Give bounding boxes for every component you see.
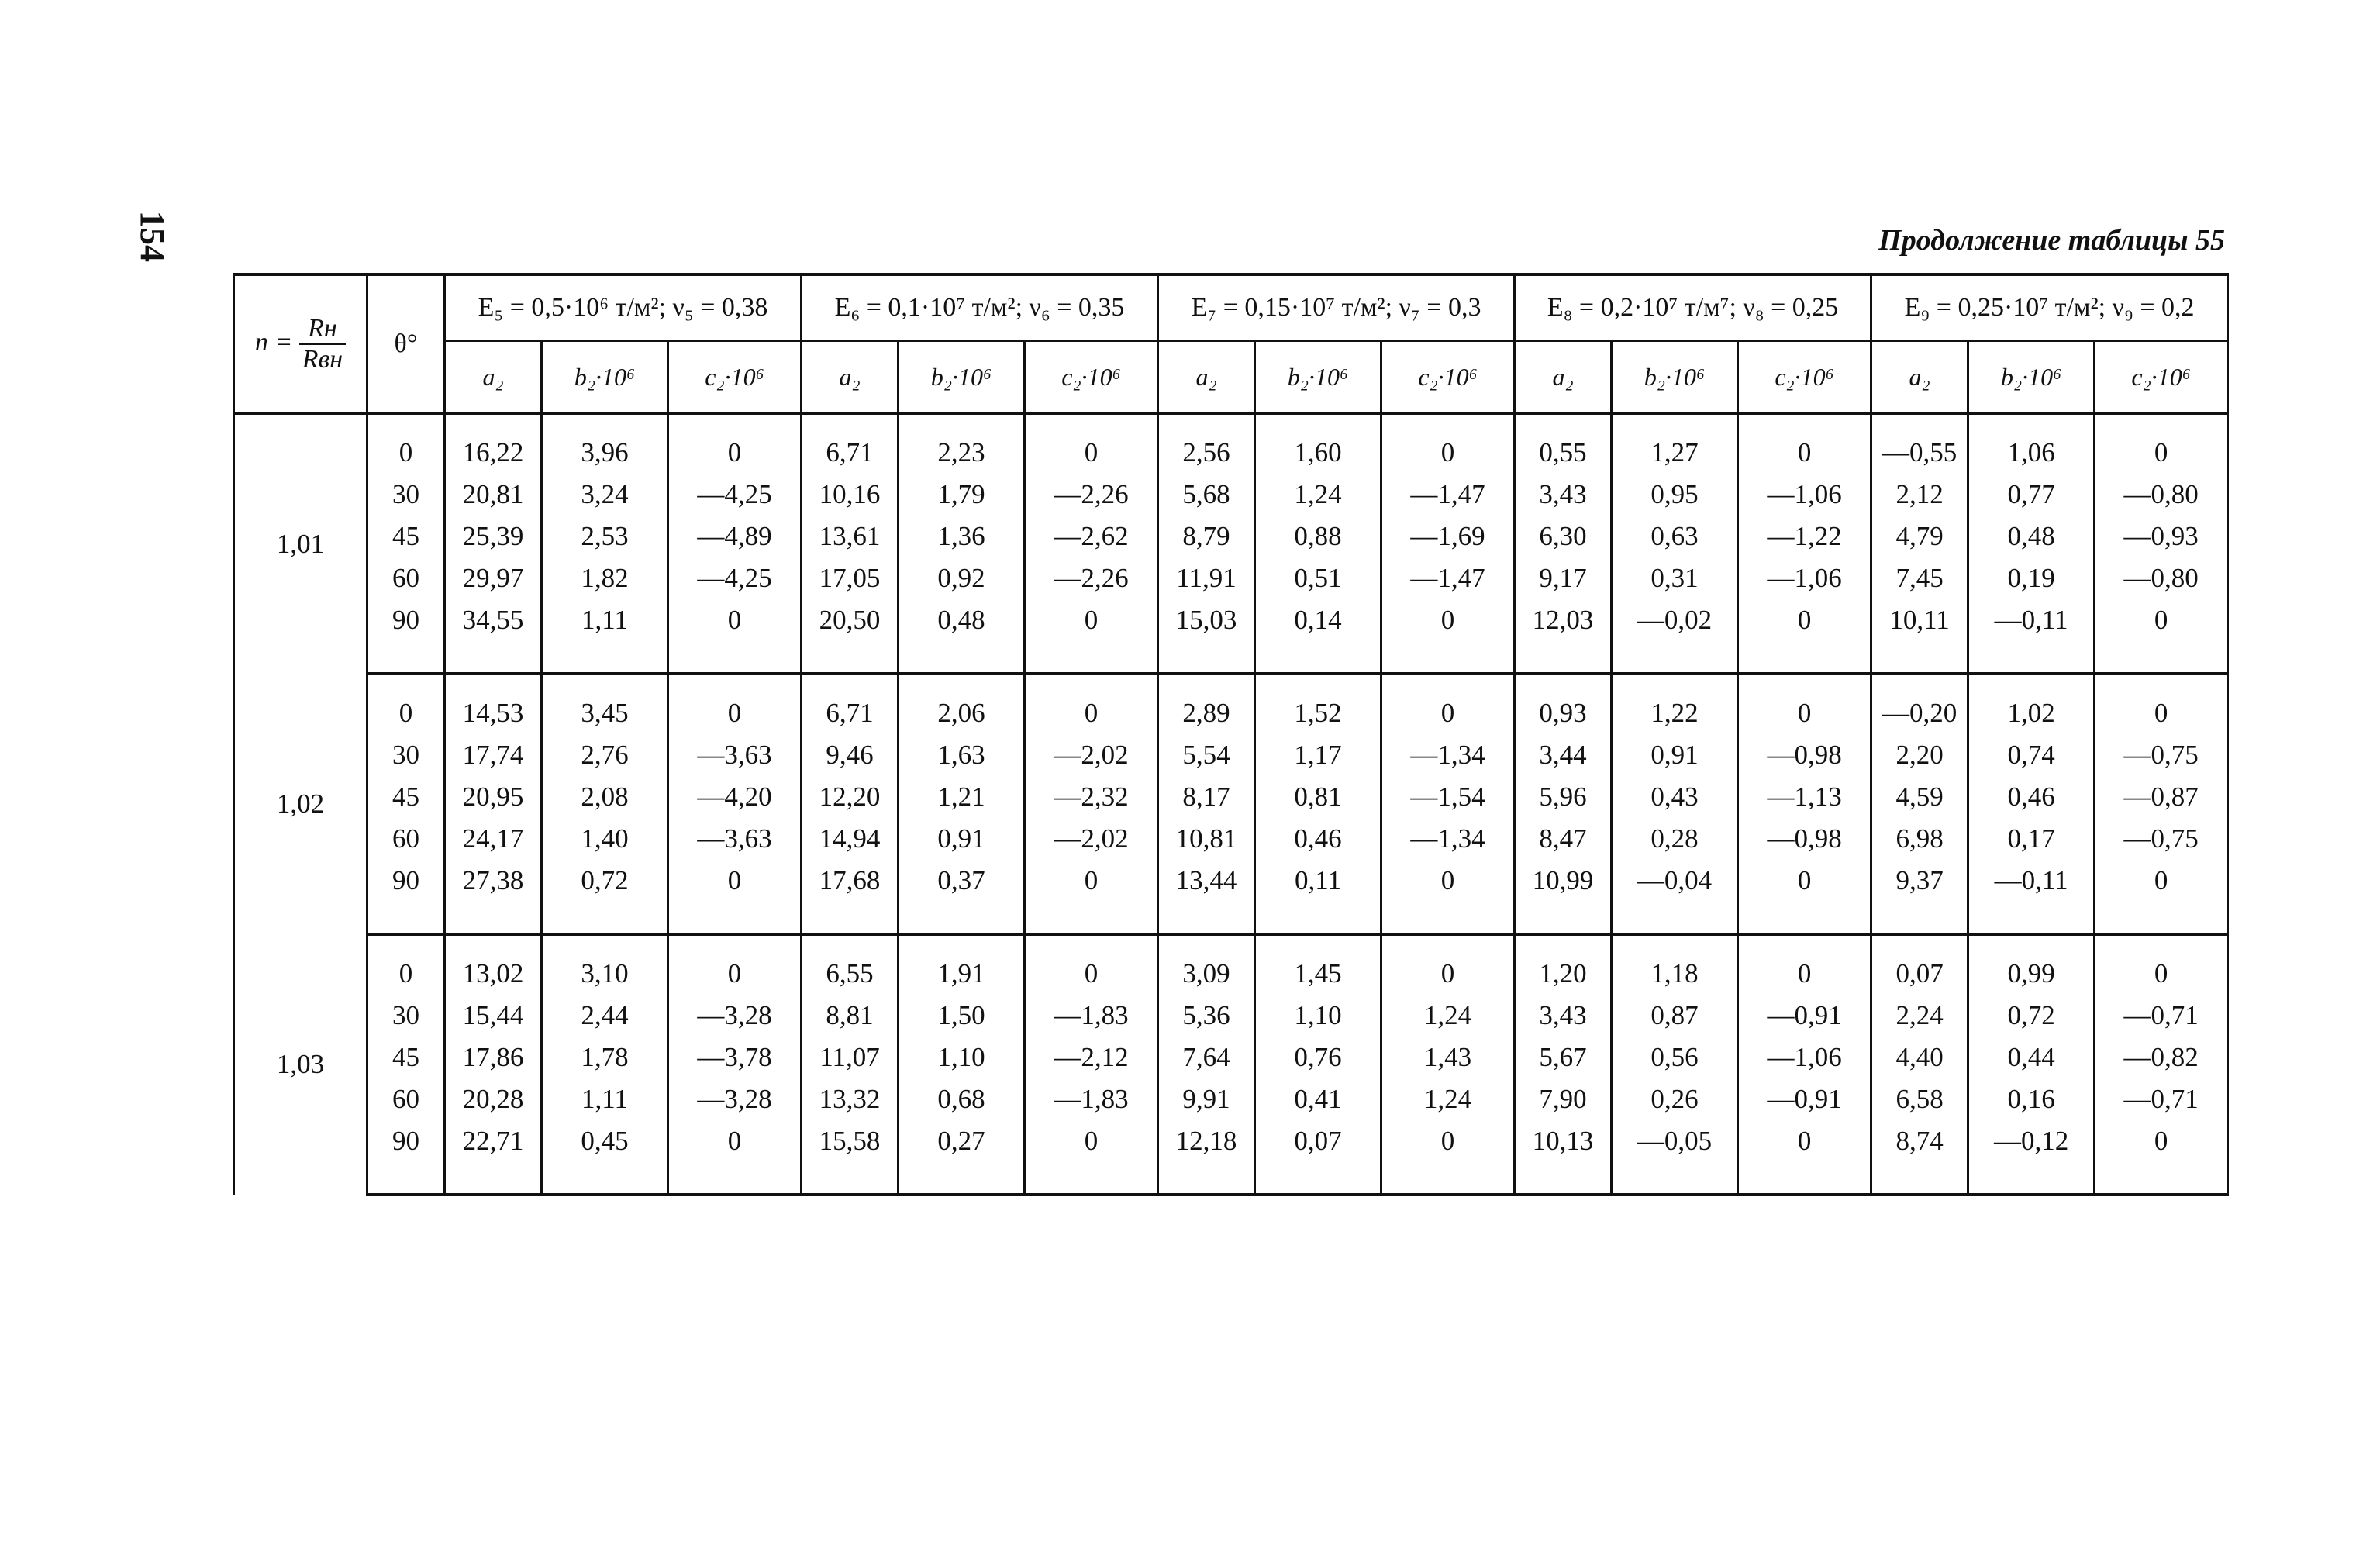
cell-b2: 1,60 [1255, 432, 1381, 474]
table-row [234, 557, 2228, 599]
cell-a2: 3,43 [1515, 474, 1612, 516]
cell-c2: —0,75 [2095, 818, 2228, 860]
cell-a2: 6,98 [1871, 818, 1968, 860]
table-row [234, 953, 2228, 995]
cell-theta: 60 [367, 557, 445, 599]
cell-c2: —3,28 [668, 1078, 802, 1120]
cell-b2: 2,23 [899, 432, 1025, 474]
cell-b2: 0,72 [542, 860, 668, 902]
cell-theta: 45 [367, 516, 445, 557]
cell-a2: 29,97 [445, 557, 542, 599]
cell-b2: 0,88 [1255, 516, 1381, 557]
cell-c2: —1,22 [1738, 516, 1871, 557]
cell-c2: —0,87 [2095, 776, 2228, 818]
cell-c2: 0 [2095, 953, 2228, 995]
table-continuation-caption: Продолжение таблицы 55 [1878, 224, 2225, 257]
cell-a2: 0,07 [1871, 953, 1968, 995]
cell-b2: 1,79 [899, 474, 1025, 516]
cell-b2: 0,81 [1255, 776, 1381, 818]
cell-b2: 0,46 [1255, 818, 1381, 860]
cell-c2: 0 [1738, 692, 1871, 734]
cell-a2: 27,38 [445, 860, 542, 902]
cell-theta: 60 [367, 1078, 445, 1120]
table-row [234, 860, 2228, 902]
cell-b2: 0,63 [1612, 516, 1738, 557]
cell-b2: 0,51 [1255, 557, 1381, 599]
cell-a2: 15,44 [445, 995, 542, 1037]
cell-a2: 20,95 [445, 776, 542, 818]
cell-c2: 0 [1738, 432, 1871, 474]
cell-b2: 1,36 [899, 516, 1025, 557]
cell-c2: —0,75 [2095, 734, 2228, 776]
cell-a2: 2,20 [1871, 734, 1968, 776]
n-numerator: Rн [299, 314, 346, 345]
cell-b2: 1,02 [1968, 692, 2095, 734]
cell-b2: 0,92 [899, 557, 1025, 599]
cell-b2: 0,95 [1612, 474, 1738, 516]
cell-a2: 3,44 [1515, 734, 1612, 776]
cell-c2: —3,63 [668, 734, 802, 776]
cell-c2: 0 [2095, 432, 2228, 474]
table-block [234, 674, 2228, 934]
cell-c2: 1,24 [1381, 995, 1515, 1037]
cell-b2: 1,82 [542, 557, 668, 599]
cell-theta: 90 [367, 599, 445, 641]
cell-b2: 2,76 [542, 734, 668, 776]
cell-c2: 0 [1738, 1120, 1871, 1162]
cell-b2: 0,68 [899, 1078, 1025, 1120]
cell-c2: —1,13 [1738, 776, 1871, 818]
cell-theta: 45 [367, 776, 445, 818]
cell-a2: 0,55 [1515, 432, 1612, 474]
cell-b2: 1,40 [542, 818, 668, 860]
n-label: n = [254, 327, 293, 357]
group-header-1: E₅ = 0,5·10⁶ т/м²; ν₅ = 0,38 [445, 274, 802, 341]
cell-a2: 10,11 [1871, 599, 1968, 641]
cell-c2: 0 [1381, 1120, 1515, 1162]
cell-c2: 0 [668, 599, 802, 641]
cell-a2: 20,81 [445, 474, 542, 516]
sub-header-a2: a₂ [1871, 341, 1968, 414]
cell-c2: —2,62 [1025, 516, 1158, 557]
cell-a2: 0,93 [1515, 692, 1612, 734]
cell-c2: —1,34 [1381, 734, 1515, 776]
cell-b2: 0,46 [1968, 776, 2095, 818]
sub-header-c2: c₂·10⁶ [668, 341, 802, 414]
cell-theta: 0 [367, 953, 445, 995]
cell-b2: 3,24 [542, 474, 668, 516]
cell-c2: —0,93 [2095, 516, 2228, 557]
cell-c2: —0,80 [2095, 557, 2228, 599]
cell-a2: 12,18 [1158, 1120, 1255, 1162]
cell-c2: —0,98 [1738, 818, 1871, 860]
cell-a2: 3,43 [1515, 995, 1612, 1037]
cell-c2: 0 [1025, 599, 1158, 641]
cell-a2: —0,20 [1871, 692, 1968, 734]
sub-header-b2: b₂·10⁶ [1612, 341, 1738, 414]
cell-a2: 24,17 [445, 818, 542, 860]
cell-b2: 1,11 [542, 1078, 668, 1120]
cell-b2: 1,78 [542, 1037, 668, 1078]
cell-b2: 1,18 [1612, 953, 1738, 995]
cell-a2: 2,12 [1871, 474, 1968, 516]
sub-header-c2: c₂·10⁶ [1381, 341, 1515, 414]
cell-a2: 13,02 [445, 953, 542, 995]
cell-b2: 2,08 [542, 776, 668, 818]
cell-a2: 9,46 [802, 734, 899, 776]
cell-c2: —3,78 [668, 1037, 802, 1078]
cell-b2: —0,05 [1612, 1120, 1738, 1162]
cell-c2: —1,47 [1381, 474, 1515, 516]
cell-b2: 0,17 [1968, 818, 2095, 860]
cell-c2: —0,71 [2095, 1078, 2228, 1120]
cell-theta: 30 [367, 474, 445, 516]
table-row [234, 474, 2228, 516]
cell-b2: 3,96 [542, 432, 668, 474]
cell-c2: —0,71 [2095, 995, 2228, 1037]
cell-c2: —4,25 [668, 474, 802, 516]
cell-a2: 11,91 [1158, 557, 1255, 599]
cell-a2: 1,20 [1515, 953, 1612, 995]
cell-b2: 0,26 [1612, 1078, 1738, 1120]
cell-a2: 12,03 [1515, 599, 1612, 641]
n-value: 1,02 [234, 674, 367, 934]
cell-c2: —3,63 [668, 818, 802, 860]
cell-b2: 0,76 [1255, 1037, 1381, 1078]
cell-b2: 0,19 [1968, 557, 2095, 599]
table-block [234, 413, 2228, 674]
cell-a2: 2,89 [1158, 692, 1255, 734]
cell-a2: 4,79 [1871, 516, 1968, 557]
cell-a2: 2,24 [1871, 995, 1968, 1037]
cell-a2: 12,20 [802, 776, 899, 818]
cell-theta: 30 [367, 995, 445, 1037]
cell-a2: 20,28 [445, 1078, 542, 1120]
cell-c2: 0 [668, 692, 802, 734]
cell-b2: 1,06 [1968, 432, 2095, 474]
cell-c2: 0 [1381, 953, 1515, 995]
cell-c2: 0 [668, 860, 802, 902]
group-header-3: E₇ = 0,15·10⁷ т/м²; ν₇ = 0,3 [1158, 274, 1515, 341]
theta-header: θ° [367, 274, 445, 413]
table-row [234, 1078, 2228, 1120]
sub-header-c2: c₂·10⁶ [1025, 341, 1158, 414]
cell-b2: 1,27 [1612, 432, 1738, 474]
cell-a2: 8,74 [1871, 1120, 1968, 1162]
n-denominator: Rвн [302, 344, 343, 374]
cell-b2: 0,91 [899, 818, 1025, 860]
cell-c2: —0,91 [1738, 995, 1871, 1037]
n-value: 1,01 [234, 413, 367, 674]
cell-b2: 0,72 [1968, 995, 2095, 1037]
cell-b2: 0,56 [1612, 1037, 1738, 1078]
cell-b2: 1,91 [899, 953, 1025, 995]
cell-b2: —0,11 [1968, 860, 2095, 902]
cell-a2: 4,59 [1871, 776, 1968, 818]
cell-a2: 11,07 [802, 1037, 899, 1078]
cell-a2: 17,68 [802, 860, 899, 902]
cell-b2: 0,14 [1255, 599, 1381, 641]
cell-c2: —1,69 [1381, 516, 1515, 557]
sub-header-a2: a₂ [445, 341, 542, 414]
cell-c2: 0 [1738, 953, 1871, 995]
cell-b2: 3,10 [542, 953, 668, 995]
sub-header-b2: b₂·10⁶ [542, 341, 668, 414]
cell-b2: 0,43 [1612, 776, 1738, 818]
cell-b2: 1,22 [1612, 692, 1738, 734]
cell-c2: —1,34 [1381, 818, 1515, 860]
cell-b2: 1,11 [542, 599, 668, 641]
cell-theta: 90 [367, 1120, 445, 1162]
cell-a2: 8,47 [1515, 818, 1612, 860]
cell-a2: 3,09 [1158, 953, 1255, 995]
cell-b2: 1,21 [899, 776, 1025, 818]
cell-c2: 0 [1025, 860, 1158, 902]
cell-c2: —2,02 [1025, 818, 1158, 860]
cell-c2: —4,25 [668, 557, 802, 599]
cell-c2: 0 [2095, 692, 2228, 734]
cell-a2: 5,36 [1158, 995, 1255, 1037]
cell-a2: 8,81 [802, 995, 899, 1037]
cell-b2: 0,91 [1612, 734, 1738, 776]
cell-c2: 1,43 [1381, 1037, 1515, 1078]
sub-header-a2: a₂ [1158, 341, 1255, 414]
table-row [234, 776, 2228, 818]
cell-a2: 14,94 [802, 818, 899, 860]
cell-a2: 9,17 [1515, 557, 1612, 599]
cell-a2: 6,71 [802, 432, 899, 474]
cell-a2: 9,37 [1871, 860, 1968, 902]
cell-b2: 1,24 [1255, 474, 1381, 516]
cell-b2: 0,99 [1968, 953, 2095, 995]
cell-b2: 2,44 [542, 995, 668, 1037]
cell-c2: —2,12 [1025, 1037, 1158, 1078]
cell-a2: 7,90 [1515, 1078, 1612, 1120]
cell-c2: —0,80 [2095, 474, 2228, 516]
cell-a2: 6,58 [1871, 1078, 1968, 1120]
cell-a2: 8,17 [1158, 776, 1255, 818]
cell-b2: 0,07 [1255, 1120, 1381, 1162]
cell-b2: 0,44 [1968, 1037, 2095, 1078]
cell-theta: 60 [367, 818, 445, 860]
cell-b2: 0,11 [1255, 860, 1381, 902]
cell-a2: —0,55 [1871, 432, 1968, 474]
cell-b2: 0,48 [1968, 516, 2095, 557]
cell-a2: 13,32 [802, 1078, 899, 1120]
sub-header-b2: b₂·10⁶ [1255, 341, 1381, 414]
data-table [233, 273, 2229, 1196]
cell-a2: 10,99 [1515, 860, 1612, 902]
table-row [234, 995, 2228, 1037]
cell-c2: —0,82 [2095, 1037, 2228, 1078]
cell-b2: 0,41 [1255, 1078, 1381, 1120]
table-header [234, 274, 2228, 413]
cell-c2: —3,28 [668, 995, 802, 1037]
cell-a2: 2,56 [1158, 432, 1255, 474]
cell-c2: —0,91 [1738, 1078, 1871, 1120]
n-value: 1,03 [234, 934, 367, 1195]
cell-b2: 0,77 [1968, 474, 2095, 516]
cell-a2: 20,50 [802, 599, 899, 641]
cell-theta: 90 [367, 860, 445, 902]
cell-c2: 0 [1381, 860, 1515, 902]
cell-a2: 5,96 [1515, 776, 1612, 818]
cell-c2: 1,24 [1381, 1078, 1515, 1120]
cell-c2: —2,02 [1025, 734, 1158, 776]
cell-a2: 14,53 [445, 692, 542, 734]
cell-c2: 0 [668, 953, 802, 995]
cell-a2: 34,55 [445, 599, 542, 641]
table-row [234, 516, 2228, 557]
n-fraction [299, 314, 346, 374]
cell-b2: 1,10 [1255, 995, 1381, 1037]
cell-a2: 7,64 [1158, 1037, 1255, 1078]
group-header-5: E₉ = 0,25·10⁷ т/м²; ν₉ = 0,2 [1871, 274, 2228, 341]
cell-a2: 15,58 [802, 1120, 899, 1162]
cell-a2: 17,74 [445, 734, 542, 776]
cell-c2: —4,20 [668, 776, 802, 818]
cell-c2: 0 [668, 432, 802, 474]
cell-c2: 0 [1738, 860, 1871, 902]
cell-b2: —0,02 [1612, 599, 1738, 641]
sub-header-a2: a₂ [1515, 341, 1612, 414]
cell-a2: 6,71 [802, 692, 899, 734]
table-row [234, 1120, 2228, 1162]
cell-c2: 0 [1381, 432, 1515, 474]
cell-c2: —1,06 [1738, 557, 1871, 599]
cell-b2: 3,45 [542, 692, 668, 734]
cell-b2: 0,16 [1968, 1078, 2095, 1120]
cell-a2: 13,44 [1158, 860, 1255, 902]
cell-c2: 0 [2095, 599, 2228, 641]
cell-b2: 1,17 [1255, 734, 1381, 776]
cell-c2: 0 [2095, 860, 2228, 902]
sub-header-a2: a₂ [802, 341, 899, 414]
cell-b2: 0,74 [1968, 734, 2095, 776]
cell-a2: 17,86 [445, 1037, 542, 1078]
cell-theta: 0 [367, 692, 445, 734]
cell-a2: 10,81 [1158, 818, 1255, 860]
table-row [234, 599, 2228, 641]
cell-c2: —1,83 [1025, 1078, 1158, 1120]
cell-a2: 5,67 [1515, 1037, 1612, 1078]
cell-b2: 2,06 [899, 692, 1025, 734]
cell-b2: 0,27 [899, 1120, 1025, 1162]
cell-b2: —0,12 [1968, 1120, 2095, 1162]
cell-c2: —2,32 [1025, 776, 1158, 818]
cell-b2: —0,04 [1612, 860, 1738, 902]
cell-b2: 0,45 [542, 1120, 668, 1162]
cell-a2: 10,16 [802, 474, 899, 516]
cell-a2: 22,71 [445, 1120, 542, 1162]
cell-b2: 2,53 [542, 516, 668, 557]
cell-c2: —1,06 [1738, 1037, 1871, 1078]
cell-c2: 0 [1025, 432, 1158, 474]
cell-b2: 1,10 [899, 1037, 1025, 1078]
cell-c2: —1,47 [1381, 557, 1515, 599]
cell-a2: 7,45 [1871, 557, 1968, 599]
table-row [234, 818, 2228, 860]
cell-c2: 0 [1381, 692, 1515, 734]
cell-c2: 0 [1738, 599, 1871, 641]
cell-a2: 6,55 [802, 953, 899, 995]
cell-b2: 0,31 [1612, 557, 1738, 599]
n-ratio-header [234, 274, 367, 413]
cell-a2: 15,03 [1158, 599, 1255, 641]
table-row [234, 432, 2228, 474]
cell-theta: 30 [367, 734, 445, 776]
group-header-4: E₈ = 0,2·10⁷ т/м⁷; ν₈ = 0,25 [1515, 274, 1871, 341]
sub-header-c2: c₂·10⁶ [2095, 341, 2228, 414]
cell-b2: 1,52 [1255, 692, 1381, 734]
cell-theta: 0 [367, 432, 445, 474]
cell-c2: —2,26 [1025, 474, 1158, 516]
table-row [234, 692, 2228, 734]
cell-a2: 16,22 [445, 432, 542, 474]
cell-b2: 1,50 [899, 995, 1025, 1037]
sub-header-c2: c₂·10⁶ [1738, 341, 1871, 414]
cell-b2: 0,48 [899, 599, 1025, 641]
table-block [234, 934, 2228, 1195]
sub-header-b2: b₂·10⁶ [899, 341, 1025, 414]
cell-c2: 0 [2095, 1120, 2228, 1162]
cell-a2: 5,68 [1158, 474, 1255, 516]
cell-c2: —1,83 [1025, 995, 1158, 1037]
cell-a2: 8,79 [1158, 516, 1255, 557]
cell-c2: 0 [1381, 599, 1515, 641]
cell-c2: —0,98 [1738, 734, 1871, 776]
cell-b2: 0,28 [1612, 818, 1738, 860]
cell-a2: 25,39 [445, 516, 542, 557]
cell-theta: 45 [367, 1037, 445, 1078]
cell-c2: —1,54 [1381, 776, 1515, 818]
group-header-2: E₆ = 0,1·10⁷ т/м²; ν₆ = 0,35 [802, 274, 1158, 341]
cell-b2: 0,87 [1612, 995, 1738, 1037]
cell-c2: 0 [668, 1120, 802, 1162]
cell-c2: —2,26 [1025, 557, 1158, 599]
page-number: 154 [133, 211, 171, 262]
table-row [234, 734, 2228, 776]
cell-c2: 0 [1025, 692, 1158, 734]
cell-b2: —0,11 [1968, 599, 2095, 641]
cell-c2: 0 [1025, 1120, 1158, 1162]
cell-a2: 17,05 [802, 557, 899, 599]
cell-b2: 1,45 [1255, 953, 1381, 995]
cell-a2: 6,30 [1515, 516, 1612, 557]
cell-a2: 5,54 [1158, 734, 1255, 776]
cell-c2: —4,89 [668, 516, 802, 557]
cell-c2: —1,06 [1738, 474, 1871, 516]
cell-a2: 13,61 [802, 516, 899, 557]
sub-header-b2: b₂·10⁶ [1968, 341, 2095, 414]
cell-b2: 1,63 [899, 734, 1025, 776]
cell-c2: 0 [1025, 953, 1158, 995]
cell-a2: 10,13 [1515, 1120, 1612, 1162]
table-row [234, 1037, 2228, 1078]
cell-a2: 4,40 [1871, 1037, 1968, 1078]
cell-a2: 9,91 [1158, 1078, 1255, 1120]
cell-b2: 0,37 [899, 860, 1025, 902]
